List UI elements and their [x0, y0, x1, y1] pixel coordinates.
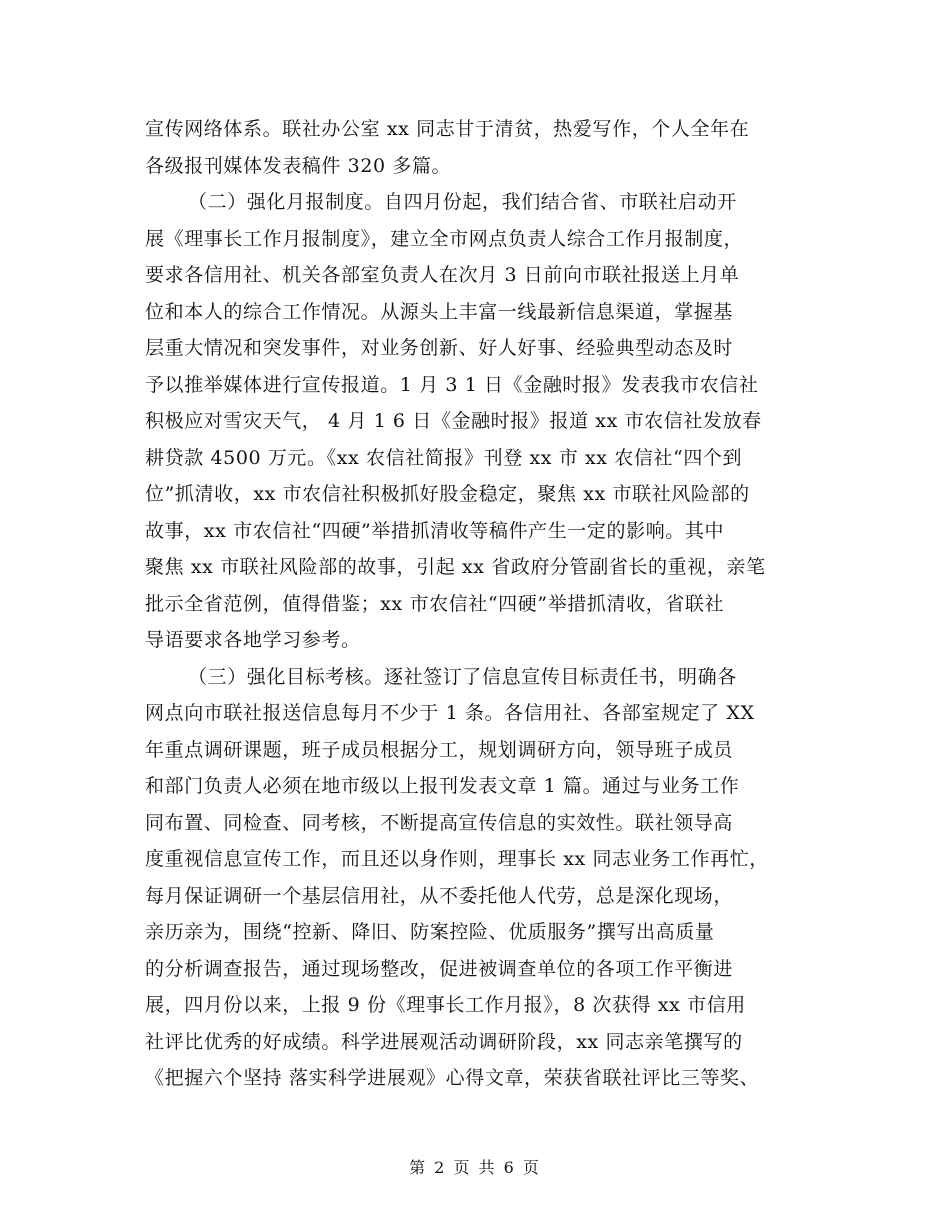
body-text-line: 导语要求各地学习参考。: [145, 629, 361, 651]
body-text-line: 社评比优秀的好成绩。科学进展观活动调研阶段，xx 同志亲笔撰写的: [145, 1031, 743, 1053]
body-text-line: 展，四月份以来，上报 9 份《理事长工作月报》，8 次获得 xx 市信用: [145, 994, 746, 1016]
body-text-line: 位”抓清收，xx 市农信社积极抓好股金稳定，聚焦 xx 市联社风险部的: [145, 483, 750, 505]
body-text-line: 批示全省范例，值得借鉴；xx 市农信社“四硬”举措抓清收，省联社: [145, 593, 725, 615]
body-text-line: 每月保证调研一个基层信用社，从不委托他人代劳，总是深化现场，: [145, 885, 734, 907]
body-text-line: 网点向市联社报送信息每月不少于 1 条。各信用社、各部室规定了 XX: [145, 702, 755, 724]
body-text-line: 亲历亲为，围绕“控新、降旧、防案控险、优质服务”撰写出高质量: [145, 921, 715, 943]
body-text-line: 宣传网络体系。联社办公室 xx 同志甘于清贫，热爱写作，个人全年在: [145, 118, 750, 140]
body-text-line: 展《理事长工作月报制度》，建立全市网点负责人综合工作月报制度，: [145, 228, 744, 250]
body-text-line: 积极应对雪灾天气， 4 月 1 6 日《金融时报》报道 xx 市农信社发放春: [145, 410, 762, 432]
body-text-line: 位和本人的综合工作情况。从源头上丰富一线最新信息渠道，掌握基: [145, 301, 734, 323]
page-number-footer: 第 2 页 共 6 页: [409, 1158, 541, 1177]
body-text-line: 予以推举媒体进行宣传报道。1 月 3 1 日《金融时报》发表我市农信社: [145, 374, 759, 396]
section-heading-line: （二）强化月报制度。自四月份起，我们结合省、市联社启动开: [188, 191, 737, 213]
body-text-line: 度重视信息宣传工作，而且还以身作则，理事长 xx 同志业务工作再忙，: [145, 848, 769, 870]
body-text-line: 要求各信用社、机关各部室负责人在次月 3 日前向市联社报送上月单: [145, 264, 740, 286]
body-text-line: 的分析调查报告，通过现场整改，促进被调查单位的各项工作平衡进: [145, 958, 734, 980]
body-text-line: 耕贷款 4500 万元。《xx 农信社简报》刊登 xx 市 xx 农信社“四个到: [145, 447, 743, 469]
body-text-line: 年重点调研课题，班子成员根据分工，规划调研方向，领导班子成员: [145, 739, 734, 761]
body-text-line: 同布置、同检查、同考核，不断提高宣传信息的实效性。联社领导高: [145, 812, 734, 834]
body-text-line: 和部门负责人必须在地市级以上报刊发表文章 1 篇。通过与业务工作: [145, 775, 740, 797]
section-heading-line: （三）强化目标考核。逐社签订了信息宣传目标责任书，明确各: [188, 666, 737, 688]
body-text-line: 各级报刊媒体发表稿件 320 多篇。: [145, 155, 452, 177]
body-text-line: 故事，xx 市农信社“四硬”举措抓清收等稿件产生一定的影响。其中: [145, 520, 725, 542]
body-text-line: 层重大情况和突发事件，对业务创新、好人好事、经验典型动态及时: [145, 337, 734, 359]
body-text-line: 《把握六个坚持 落实科学进展观》心得文章，荣获省联社评比三等奖、: [145, 1067, 760, 1089]
body-text-line: 聚焦 xx 市联社风险部的故事，引起 xx 省政府分管副省长的重视，亲笔: [145, 556, 766, 578]
